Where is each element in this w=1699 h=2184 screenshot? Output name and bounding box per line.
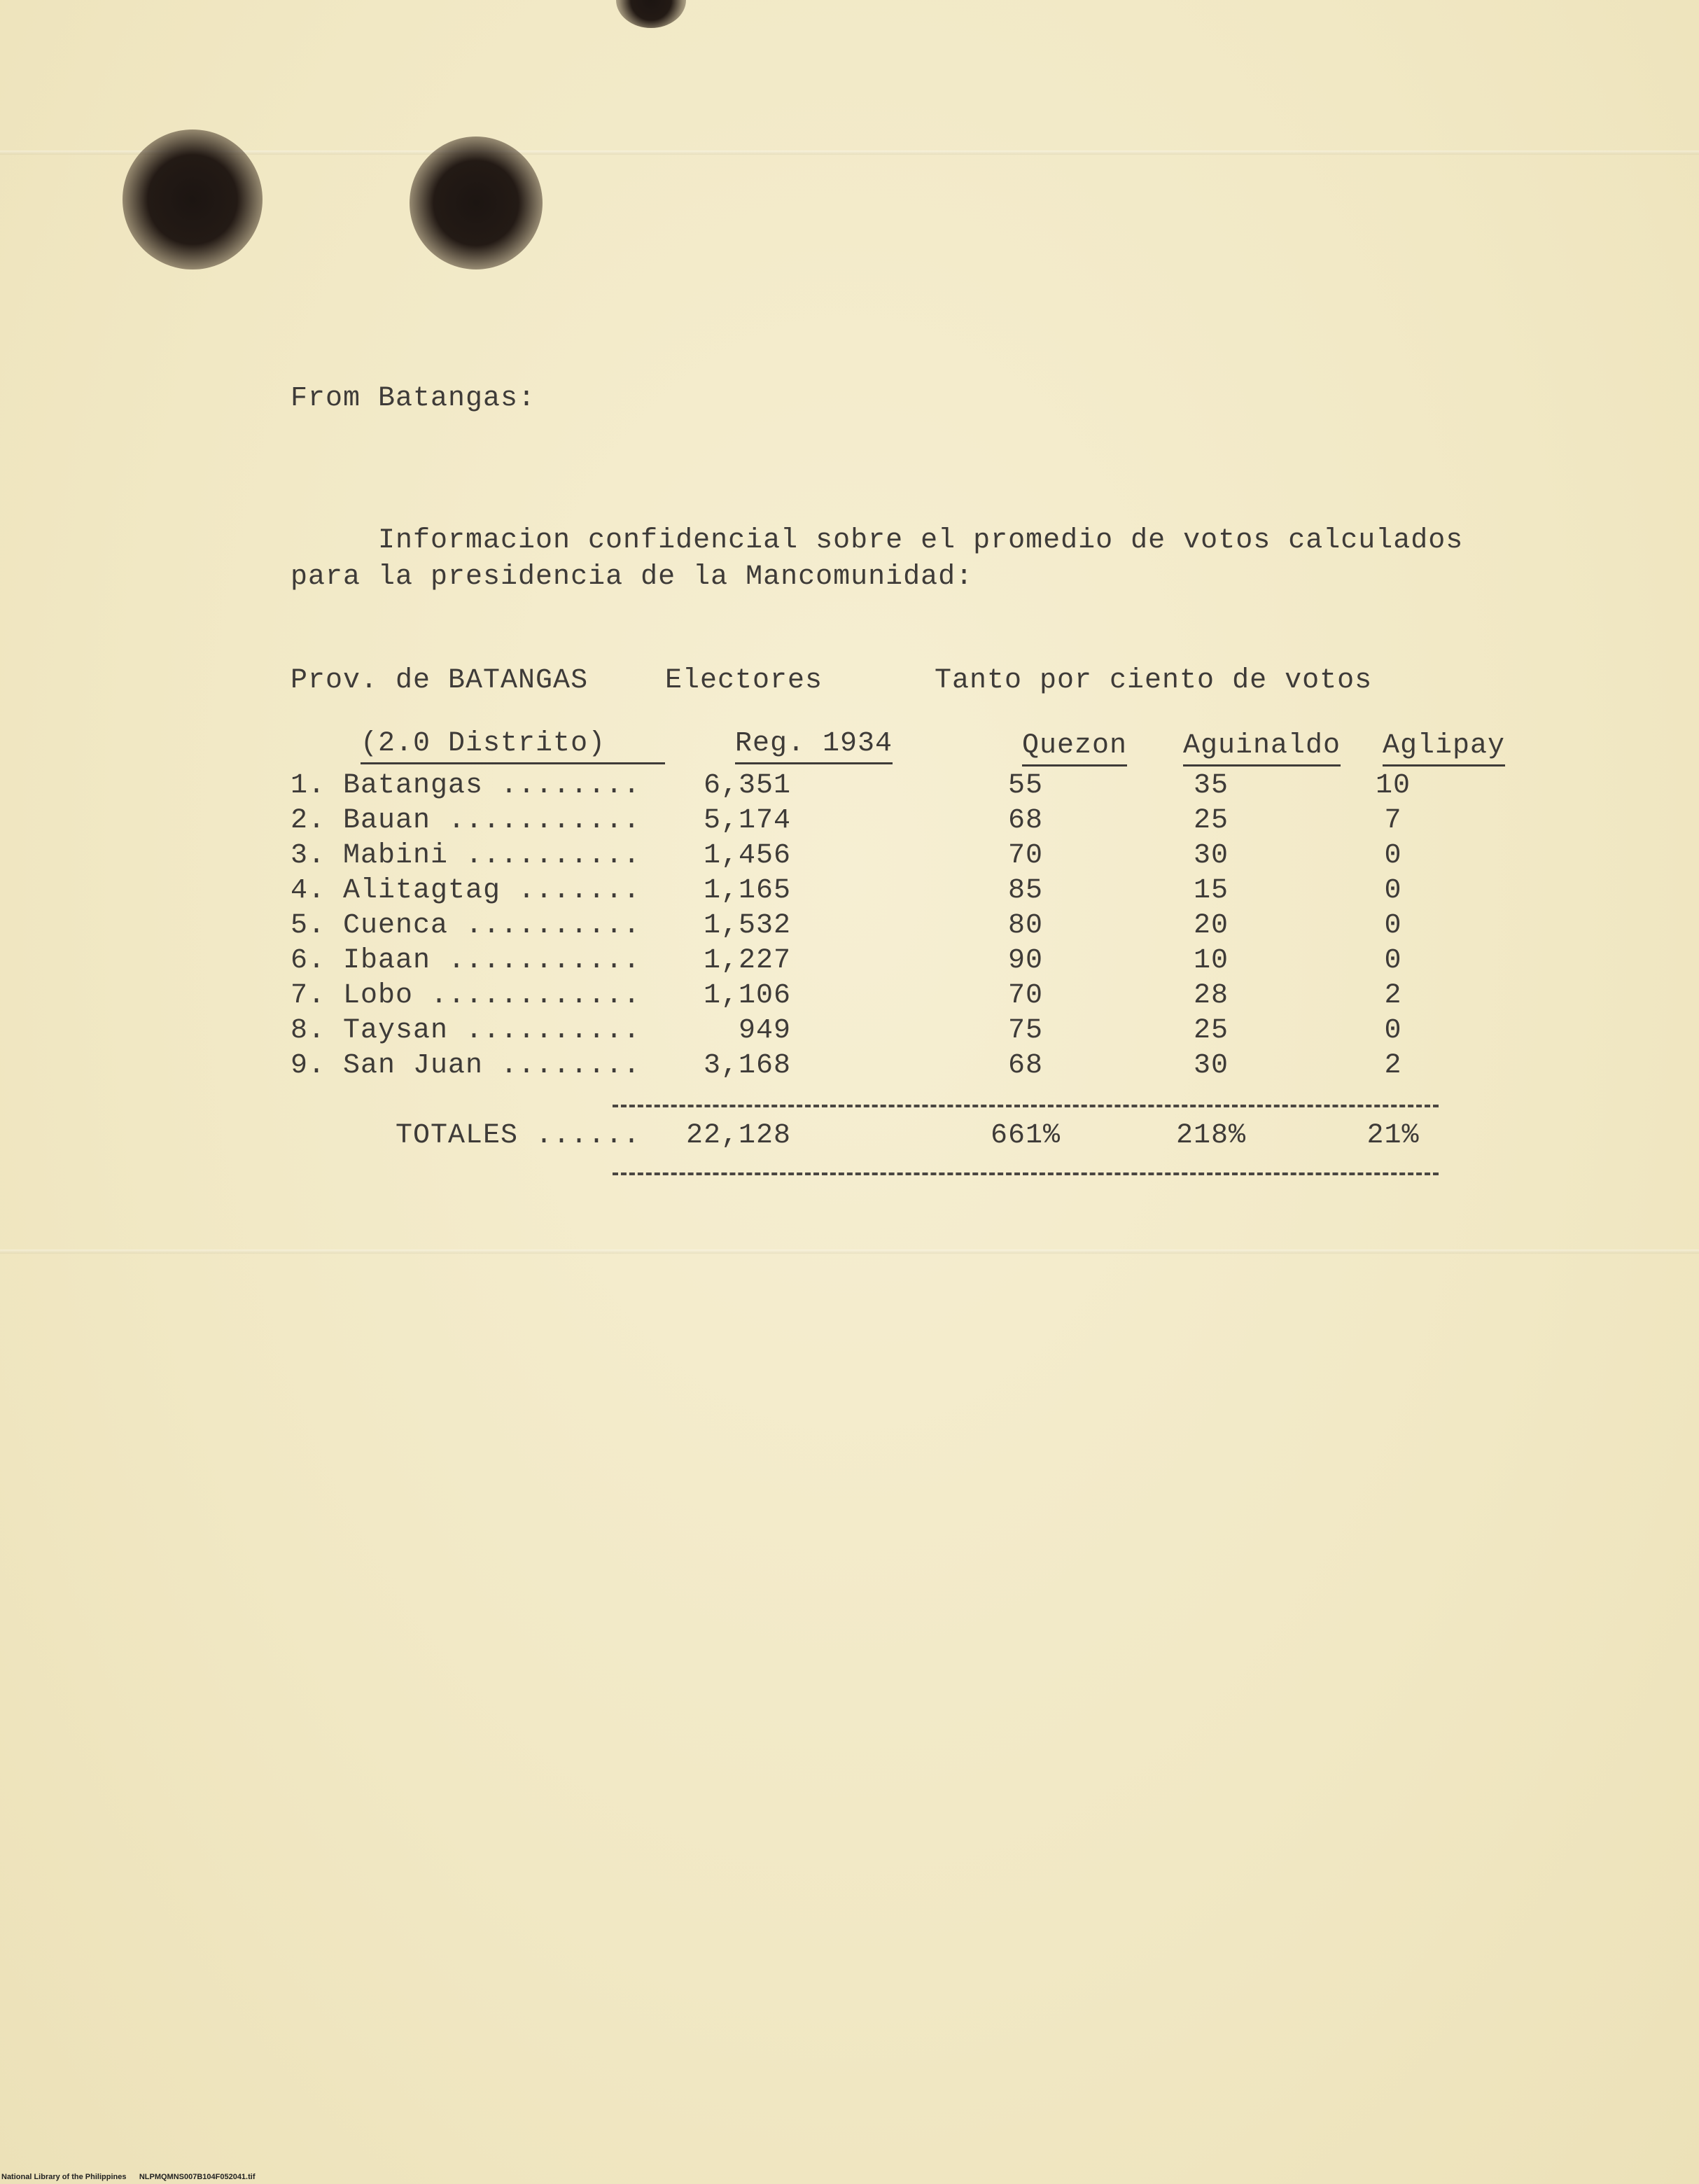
footer-source: National Library of the Philippines <box>1 2173 127 2181</box>
row-label: 2. Bauan ........... <box>291 805 641 836</box>
row-aglipay: 7 <box>1384 805 1402 836</box>
totals-rule-top <box>613 1105 1439 1107</box>
row-aglipay: 0 <box>1384 910 1402 941</box>
row-electores: 949 <box>738 1015 791 1046</box>
row-label: 4. Alitagtag ....... <box>291 875 641 906</box>
row-label: 5. Cuenca .......... <box>291 910 641 941</box>
header-quezon: Quezon <box>1022 730 1127 766</box>
row-aglipay: 2 <box>1384 980 1402 1011</box>
row-aguinaldo: 28 <box>1193 980 1229 1011</box>
totals-quezon: 661% <box>990 1120 1061 1152</box>
totals-aguinaldo: 218% <box>1175 1120 1246 1152</box>
totals-label: TOTALES ...... <box>396 1120 641 1152</box>
header-aguinaldo: Aguinaldo <box>1183 730 1341 766</box>
table-row <box>0 770 1699 805</box>
punch-hole <box>410 136 543 270</box>
table-row <box>0 840 1699 875</box>
header-electores-line2: Reg. 1934 <box>735 728 893 764</box>
row-electores: 3,168 <box>703 1050 791 1082</box>
paper-fold <box>0 150 1699 155</box>
totals-electores: 22,128 <box>685 1120 791 1152</box>
row-aglipay: 0 <box>1384 875 1402 906</box>
row-electores: 1,227 <box>703 945 791 976</box>
row-quezon: 68 <box>1007 805 1043 836</box>
from-line: From Batangas: <box>291 383 536 414</box>
row-electores: 1,456 <box>703 840 791 872</box>
row-label: 7. Lobo ............ <box>291 980 641 1011</box>
row-aguinaldo: 20 <box>1193 910 1229 941</box>
header-province-line1: Prov. de BATANGAS <box>291 665 589 696</box>
header-province-line2: (2.0 Distrito) <box>361 728 665 764</box>
footer-caption <box>1 2173 256 2181</box>
table-row <box>0 980 1699 1015</box>
row-quezon: 80 <box>1007 910 1043 941</box>
row-quezon: 90 <box>1007 945 1043 976</box>
row-quezon: 85 <box>1007 875 1043 906</box>
row-electores: 1,106 <box>703 980 791 1011</box>
row-label: 8. Taysan .......... <box>291 1015 641 1046</box>
row-aglipay: 0 <box>1384 945 1402 976</box>
row-aguinaldo: 10 <box>1193 945 1229 976</box>
row-aglipay: 0 <box>1384 1015 1402 1046</box>
totals-aglipay: 21% <box>1366 1120 1420 1152</box>
table-row <box>0 875 1699 910</box>
row-electores: 1,165 <box>703 875 791 906</box>
row-quezon: 75 <box>1007 1015 1043 1046</box>
header-electores-line1: Electores <box>665 665 823 696</box>
row-aglipay: 2 <box>1384 1050 1402 1082</box>
paper-fold <box>0 1250 1699 1254</box>
punch-hole <box>123 130 263 270</box>
row-quezon: 55 <box>1007 770 1043 802</box>
table-row <box>0 910 1699 945</box>
row-electores: 1,532 <box>703 910 791 941</box>
row-label: 3. Mabini .......... <box>291 840 641 872</box>
row-electores: 6,351 <box>703 770 791 802</box>
table-row <box>0 945 1699 980</box>
row-label: 9. San Juan ........ <box>291 1050 641 1082</box>
totals-row <box>0 1120 1699 1155</box>
intro-line-1: Informacion confidencial sobre el promedio de votos calculados <box>378 525 1464 556</box>
row-quezon: 70 <box>1007 840 1043 872</box>
intro-line-2: para la presidencia de la Mancomunidad: <box>291 561 974 593</box>
row-label: 1. Batangas ........ <box>291 770 641 802</box>
row-aguinaldo: 25 <box>1193 1015 1229 1046</box>
row-aglipay: 0 <box>1384 840 1402 872</box>
table-row <box>0 1015 1699 1050</box>
row-aguinaldo: 15 <box>1193 875 1229 906</box>
row-aguinaldo: 35 <box>1193 770 1229 802</box>
row-aguinaldo: 30 <box>1193 1050 1229 1082</box>
row-quezon: 68 <box>1007 1050 1043 1082</box>
row-aguinaldo: 30 <box>1193 840 1229 872</box>
header-aglipay: Aglipay <box>1383 730 1505 766</box>
header-percent-group: Tanto por ciento de votos <box>935 665 1373 696</box>
footer-file-id: NLPMQMNS007B104F052041.tif <box>139 2173 256 2181</box>
totals-rule-bottom <box>613 1172 1439 1175</box>
table-row <box>0 1050 1699 1085</box>
row-aglipay: 10 <box>1375 770 1411 802</box>
row-aguinaldo: 25 <box>1193 805 1229 836</box>
row-electores: 5,174 <box>703 805 791 836</box>
row-quezon: 70 <box>1007 980 1043 1011</box>
row-label: 6. Ibaan ........... <box>291 945 641 976</box>
table-row <box>0 805 1699 840</box>
